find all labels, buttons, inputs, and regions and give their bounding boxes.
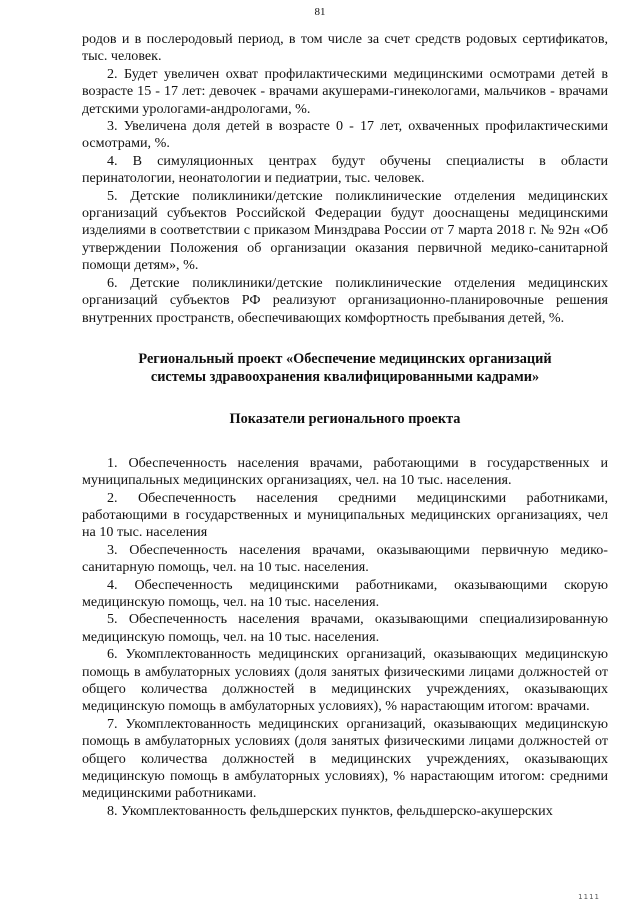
subsection-title: Показатели регионального проекта xyxy=(229,411,461,428)
paragraph: 4. В симуляционных центрах будут обучены специалисты в области перинатологии, неонатологии и педиатрии, тыс. человек. xyxy=(82,152,608,187)
paragraph: 5. Детские поликлиники/детские поликлинические отделения медицинских организаций субъектов Российской Федерации будут дооснащены медицинскими изделиями в соответствии с приказом Минздрава России от 7 марта 2018 г. № 92н «Об утверждении Положения об организации оказания первичной медико-санитарной помощи детям», %. xyxy=(82,187,608,274)
indicator-item: 1. Обеспеченность населения врачами, работающими в государственных и муниципальных медицинских организациях, чел. на 10 тыс. населения. xyxy=(82,454,608,489)
indicator-item: 5. Обеспеченность населения врачами, оказывающими специализированную медицинскую помощь, чел. на 10 тыс. населения. xyxy=(82,611,608,645)
section-title-line: системы здравоохранения квалифицированными кадрами» xyxy=(150,368,540,385)
top-paragraph-list xyxy=(82,31,608,327)
indicator-item: 4. Обеспеченность медицинскими работниками, оказывающими скорую медицинскую помощь, чел. на 10 тыс. населения. xyxy=(82,576,608,610)
paragraph: родов и в послеродовый период, в том числе за счет средств родовых сертификатов, тыс. человек. xyxy=(82,31,608,65)
scan-mark: 1111 xyxy=(578,893,600,901)
paragraph: 2. Будет увеличен охват профилактическими медицинскими осмотрами детей в возрасте 15 - 17 лет: девочек - врачами акушерами-гинекологами, мальчиков - врачами детскими урологами-андрологами, %. xyxy=(82,65,608,117)
indicator-item: 7. Укомплектованность медицинских организаций, оказывающих медицинскую помощь в амбулаторных условиях (доля занятых физическими лицами должностей от общего количества должностей в медицинских учреждениях, оказывающих медицинскую помощь в амбулаторных условиях), % нарастающим итогом: средними медицинскими работниками. xyxy=(82,715,608,802)
indicator-item: 3. Обеспеченность населения врачами, оказывающими первичную медико-санитарную помощь, чел. на 10 тыс. населения. xyxy=(82,541,608,576)
indicator-item: 6. Укомплектованность медицинских организаций, оказывающих медицинскую помощь в амбулаторных условиях (доля занятых физическими лицами должностей от общего количества должностей в медицинских учреждениях, оказывающих медицинскую помощь в амбулаторных условиях), % нарастающим итогом: врачами. xyxy=(82,646,608,715)
section-title xyxy=(82,351,608,386)
indicator-item: 2. Обеспеченность населения средними медицинскими работниками, работающими в государственных и муниципальных медицинских организациях, чел на 10 тыс. населения xyxy=(82,489,608,541)
page-number: 81 xyxy=(314,6,326,18)
paragraph: 6. Детские поликлиники/детские поликлинические отделения медицинских организаций субъектов РФ реализуют организационно-планировочные решения внутренних пространств, обеспечивающих комфортность пребывания детей, %. xyxy=(82,274,608,326)
document-body xyxy=(82,31,608,820)
section-title-line: Региональный проект «Обеспечение медицинских организаций xyxy=(138,350,552,367)
paragraph: 3. Увеличена доля детей в возрасте 0 - 17 лет, охваченных профилактическими осмотрами, %. xyxy=(82,118,608,152)
indicator-list xyxy=(82,455,608,821)
indicator-item: 8. Укомплектованность фельдшерских пунктов, фельдшерско-акушерских xyxy=(107,802,553,819)
